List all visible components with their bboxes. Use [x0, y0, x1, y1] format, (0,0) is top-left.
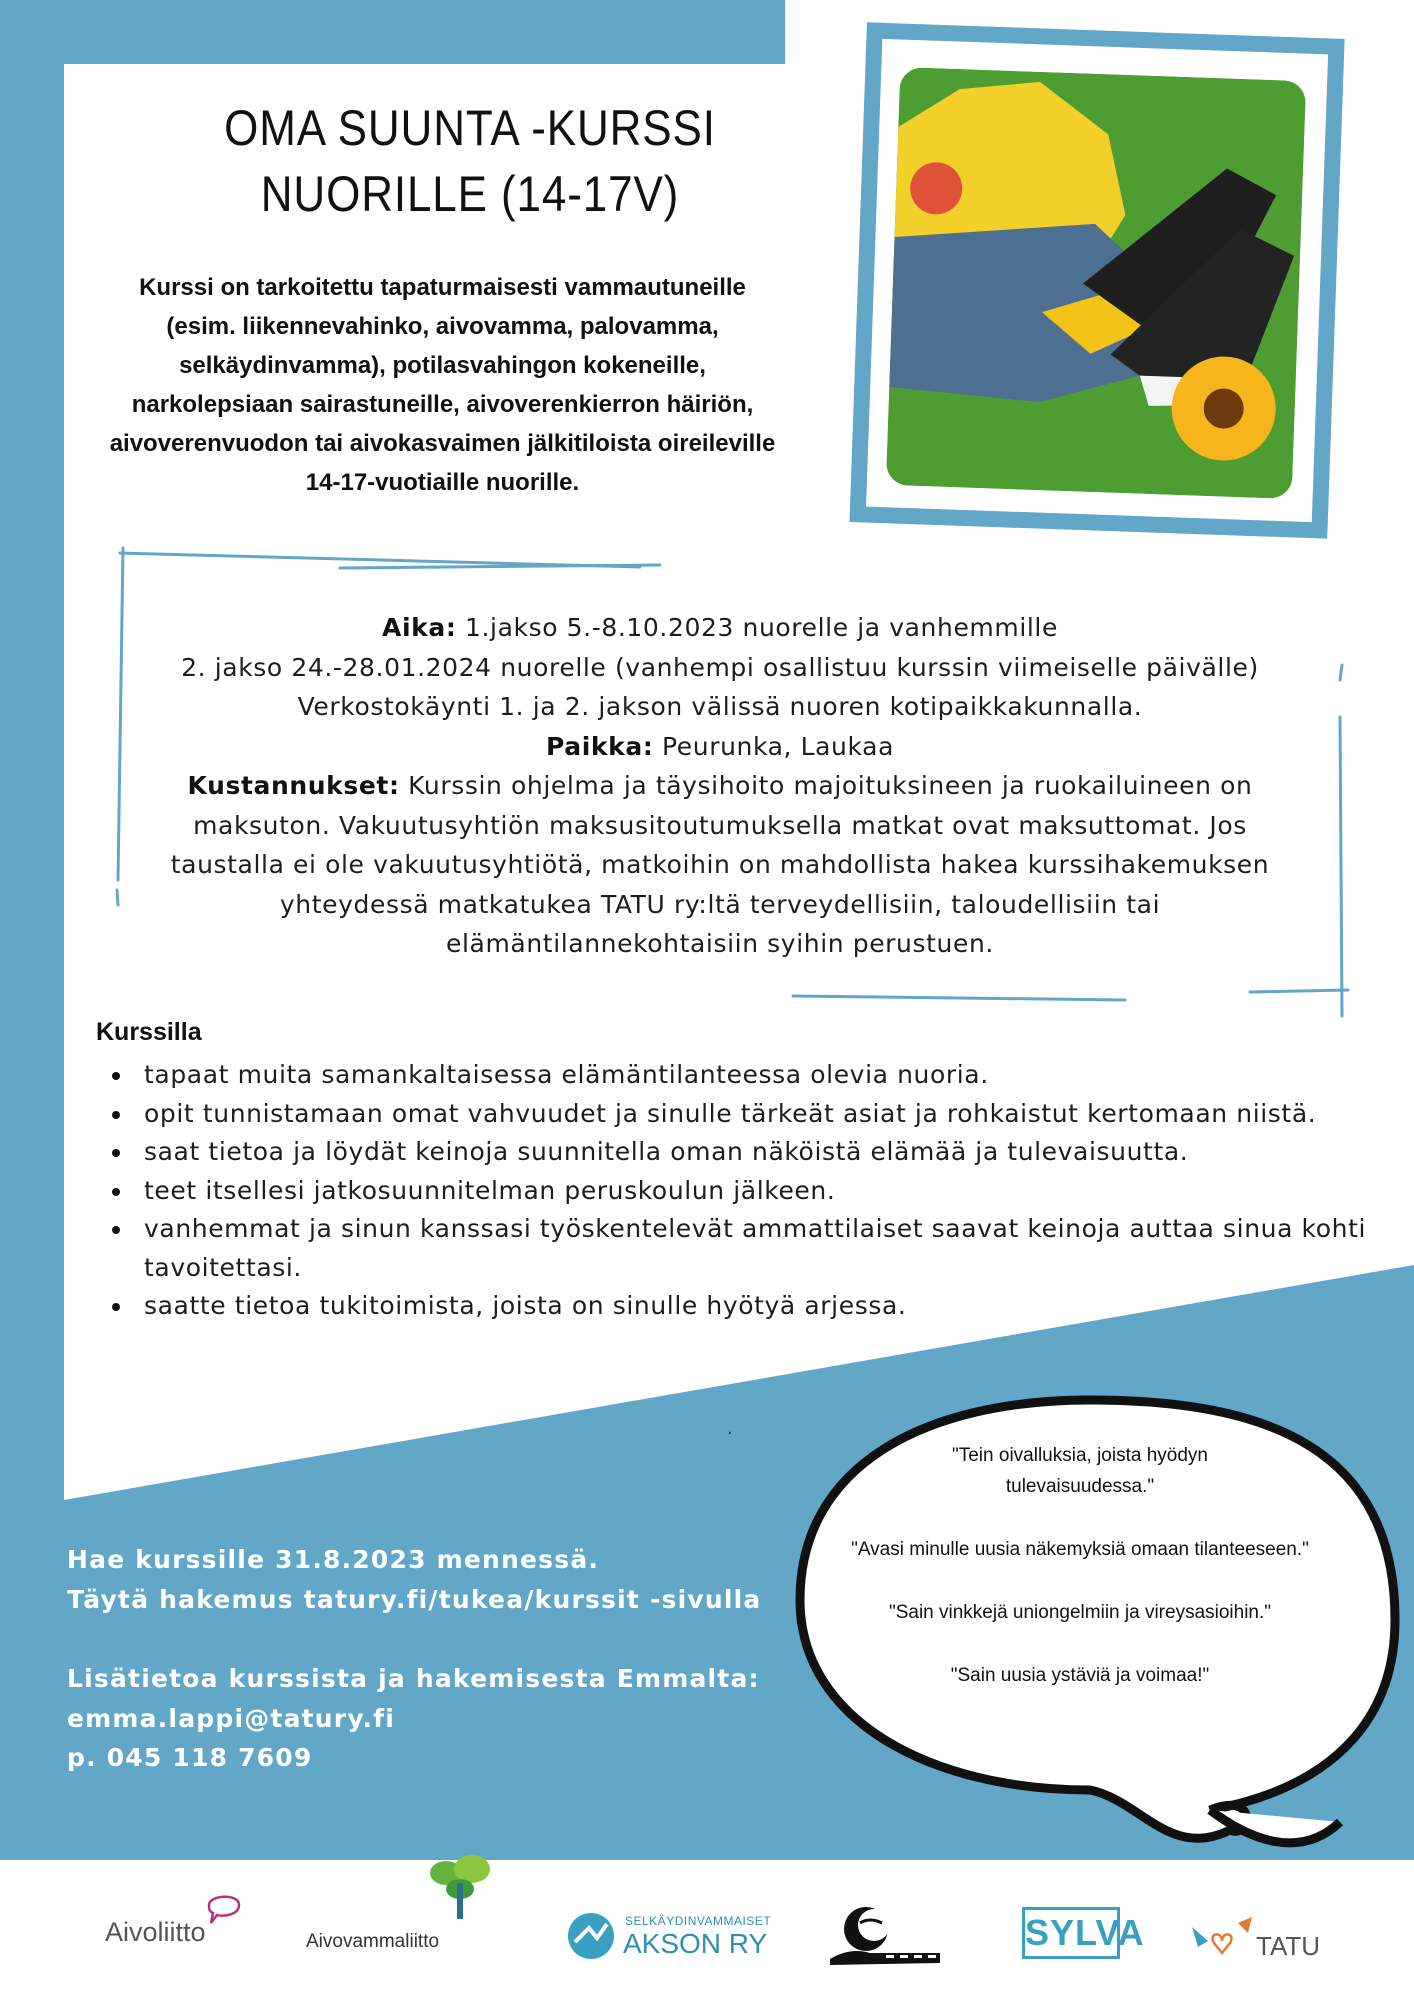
kite-heart-icon [1188, 1913, 1258, 1963]
aika-line-1: Aika: 1.jakso 5.-8.10.2023 nuorelle ja vanhemmille [382, 613, 1058, 642]
quote: "Tein oivalluksia, joista hyödyn tulevaisuudessa." [952, 1445, 1208, 1497]
contact-info [67, 1659, 760, 1778]
title-line-1: OMA SUUNTA -KURSSI [224, 100, 716, 156]
course-details [120, 608, 1320, 964]
quote: "Avasi minulle uusia näkemyksiä omaan tilanteeseen." [851, 1539, 1309, 1560]
quote: "Sain vinkkejä uniongelmiin ja vireysasioihin." [888, 1602, 1272, 1623]
intro-line: (esim. liikennevahinko, aivovamma, palovamma, [166, 313, 719, 340]
stray-dot: . [727, 1418, 733, 1439]
logo-aivoliitto[interactable]: Aivoliitto [105, 1917, 206, 1948]
contact-intro: Lisätietoa kurssista ja hakemisesta Emmalta: [67, 1664, 760, 1693]
kustannukset-line: taustalla ei ole vakuutusyhtiötä, matkoihin on mahdollista hakea kurssihakemuksen [170, 850, 1270, 879]
apply-info [67, 1540, 761, 1619]
kustannukset-line: maksuton. Vakuutusyhtiön maksusitoutumuksella matkat ovat maksuttomat. Jos [193, 810, 1247, 840]
intro-line: 14-17-vuotiaille nuorille. [305, 469, 580, 496]
title-line-2: NUORILLE (14-17V) [260, 166, 680, 222]
aika-line-3: Verkostokäynti 1. ja 2. jakson välissä nuoren kotipaikkakunnalla. [297, 692, 1143, 721]
aika-line-2: 2. jakso 24.-28.01.2024 nuorelle (vanhempi osallistuu kurssin viimeiselle päivälle) [181, 652, 1259, 682]
paikka-line: Paikka: Peurunka, Laukaa [546, 731, 894, 761]
paikka-label: Paikka: [546, 731, 654, 761]
akson-circle-icon [567, 1912, 615, 1960]
list-item: tapaat muita samankaltaisessa elämäntilanteessa olevia nuoria. [108, 1056, 1378, 1095]
quote: "Sain uusia ystäviä ja voimaa!" [950, 1665, 1210, 1686]
page-title [188, 95, 751, 227]
apply-deadline: Hae kurssille 31.8.2023 mennessä. [67, 1545, 600, 1574]
list-item: opit tunnistamaan omat vahvuudet ja sinulle tärkeät asiat ja rohkaistut kertomaan niistä. [108, 1095, 1378, 1134]
photo-sneakers-grass [886, 67, 1306, 499]
kurssilla-list [108, 1056, 1378, 1326]
intro-line: narkolepsiaan sairastuneille, aivoverenkierron häiriön, [131, 391, 754, 418]
speech-bubble-icon [205, 1891, 245, 1927]
kustannukset-label: Kustannukset: [187, 771, 400, 800]
apply-form-link[interactable]: Täytä hakemus tatury.fi/tukea/kurssit -sivulla [67, 1584, 762, 1614]
testimonial-quotes [820, 1440, 1340, 1723]
intro-line: aivoverenvuodon tai aivokasvaimen jälkitiloista oireileville [109, 430, 776, 457]
intro-line: Kurssi on tarkoitettu tapaturmaisesti vammautuneille [139, 274, 746, 301]
logo-sylva[interactable]: SYLVA [1022, 1907, 1120, 1959]
tree-icon [424, 1853, 494, 1921]
contact-email-link[interactable]: emma.lappi@tatury.fi [67, 1703, 396, 1733]
intro-text [60, 268, 825, 502]
contact-phone: p. 045 118 7609 [67, 1743, 313, 1772]
list-item: vanhemmat ja sinun kanssasi työskentelevät ammattilaiset saavat keinoja auttaa sinua kohti tavoitettasi. [108, 1210, 1378, 1287]
logo-narcolepsy-moon[interactable] [830, 1903, 940, 1967]
kustannukset-line: yhteydessä matkatukea TATU ry:ltä terveydellisiin, taloudellisiin tai [279, 889, 1161, 919]
kustannukset-line: elämäntilannekohtaisiin syihin perustuen. [446, 929, 994, 958]
aika-label: Aika: [382, 613, 457, 642]
list-item: saatte tietoa tukitoimista, joista on sinulle hyötyä arjessa. [108, 1287, 1378, 1326]
kustannukset-line-1: Kustannukset: Kurssin ohjelma ja täysihoito majoituksineen ja ruokailuineen on [187, 771, 1253, 800]
intro-line: selkäydinvamma), potilasvahingon kokeneille, [179, 352, 706, 379]
list-item: saat tietoa ja löydät keinoja suunnitella oman näköistä elämää ja tulevaisuutta. [108, 1133, 1378, 1172]
top-band [0, 0, 785, 64]
kurssilla-heading: Kurssilla [96, 1018, 202, 1046]
list-item: teet itsellesi jatkosuunnitelman peruskoulun jälkeen. [108, 1172, 1378, 1211]
